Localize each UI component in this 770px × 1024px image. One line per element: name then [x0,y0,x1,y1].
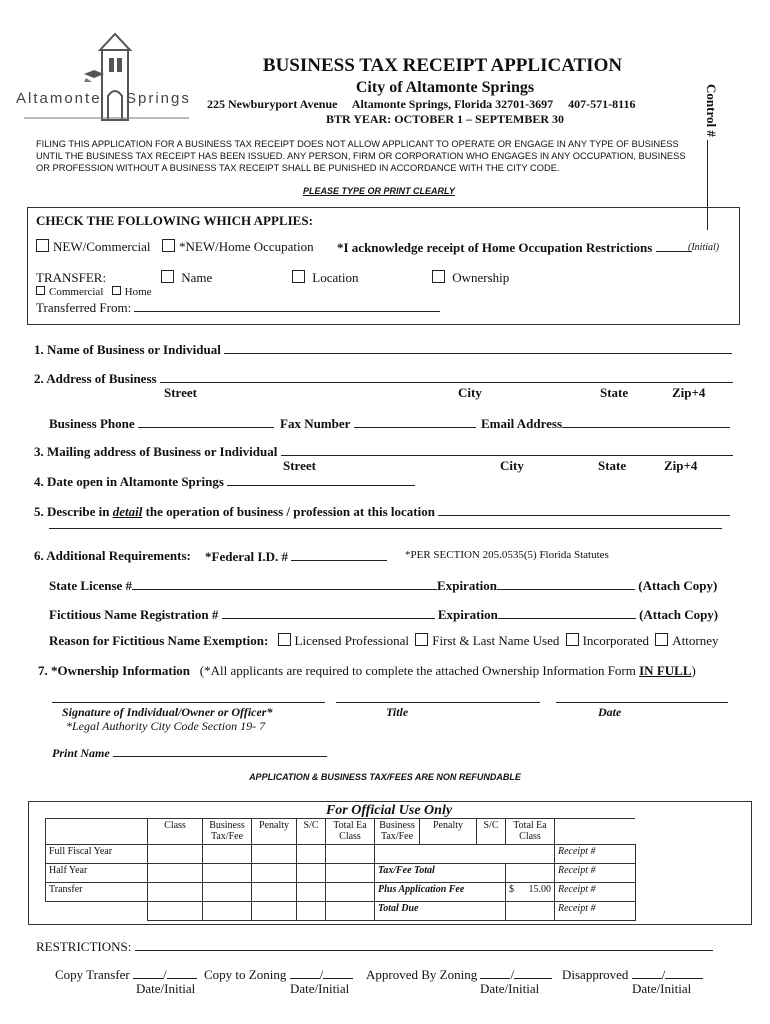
business-address-field[interactable] [160,370,733,383]
nonrefundable-note: APPLICATION & BUSINESS TAX/FEES ARE NON REFUNDABLE [249,772,521,782]
logo-text-right: Springs [126,90,191,107]
application-fee-value: $ 15.00 [506,883,555,902]
signature-line[interactable] [52,702,325,703]
business-phone-field[interactable] [138,415,274,428]
tax-total-label: Tax/Fee Total [375,864,506,883]
date-label: Date [598,705,622,719]
fax-row: Fax Number [280,415,476,432]
new-commercial-checkbox[interactable] [36,239,49,252]
transfer-type-options [36,286,152,298]
describe-line-2[interactable] [49,516,722,529]
applies-heading: CHECK THE FOLLOWING WHICH APPLIES: [36,213,313,228]
copy-zoning-row: Copy to Zoning / [204,966,353,983]
control-number-label: Control # [703,84,720,204]
receipt-label: Receipt # [555,864,636,883]
date-line[interactable] [556,702,728,703]
transfer-ownership-checkbox[interactable] [432,270,445,283]
application-fee-label: Plus Application Fee [375,883,506,902]
q3-row: 3. Mailing address of Business or Individual [34,443,733,460]
table-row [46,902,636,921]
licensed-professional-option[interactable]: Licensed Professional [278,633,409,648]
attorney-option[interactable]: Attorney [655,633,718,648]
total-due-label: Total Due [375,902,506,921]
state-license-row: State License # Expiration (Attach Copy) [49,578,718,593]
receipt-label: Receipt # [555,902,636,921]
table-row [46,845,636,864]
title-line[interactable] [336,702,540,703]
q5-row: 5. Describe in detail the operation of business / profession at this location [34,503,730,520]
new-commercial-option[interactable]: NEW/Commercial [36,239,150,255]
filing-notice: FILING THIS APPLICATION FOR A BUSINESS TAX RECEIPT DOES NOT ALLOW APPLICANT TO OPERATE OR ENGAGE IN ANY TYPE OF BUSINESS UNTIL THE BUSINESS TAX RECEIPT HAS BEEN ISSUED. ANY PERSON, FIRM OR CORPORATION WHO ENGAGES IN ANY OCCUPATION, BUSINESS OR PROFESSION WITHOUT A BUSINESS TAX RECEIPT SHALL BE PUNISHED IN ACCORDANCE WITH THE CITY CODE. [36,139,686,173]
print-name-row: Print Name [52,744,327,761]
official-use-table [45,818,636,921]
btr-year: BTR YEAR: OCTOBER 1 – SEPTEMBER 30 [325,112,565,126]
col-business: Business Tax/Fee [203,819,252,845]
incorporated-checkbox[interactable] [566,633,579,646]
fictitious-expiration-field[interactable] [498,606,636,619]
state-label: State [600,385,629,400]
street-label: Street [164,385,197,400]
date-initial-3: Date/Initial [480,981,540,996]
logo-text-left: Altamonte [16,90,102,107]
licensed-professional-checkbox[interactable] [278,633,291,646]
email-row: Email Address [481,415,730,432]
q4-row: 4. Date open in Altamonte Springs [34,473,415,490]
col-penalty-2: Penalty [420,819,477,845]
transfer-location-option[interactable]: Location [292,270,358,286]
col-sc: S/C [297,819,326,845]
mail-street-label: Street [283,458,316,473]
federal-id-row: *Federal I.D. # [205,548,387,565]
form-title: BUSINESS TAX RECEIPT APPLICATION [262,55,623,76]
tower-icon [14,30,189,130]
exemption-row: Reason for Fictitious Name Exemption: Licensed Professional First & Last Name Used Incorporated Attorney [49,633,719,648]
q7-row: 7. *Ownership Information (*All applicants are required to complete the attached Ownership Information Form IN FULL) [38,663,696,678]
title-label: Title [386,705,409,719]
date-open-field[interactable] [227,473,415,486]
business-name-field[interactable] [224,341,732,354]
incorporated-option[interactable]: Incorporated [566,633,649,648]
initial-label: (Initial) [688,242,720,253]
mail-zip-label: Zip+4 [664,458,698,473]
col-total: Total Ea Class [326,819,375,845]
row-label-header [46,819,148,845]
email-field[interactable] [562,415,730,428]
row-half-year: Half Year [46,864,148,883]
transferred-from-field[interactable] [134,299,440,312]
row-full-fiscal: Full Fiscal Year [46,845,148,864]
col-penalty: Penalty [252,819,297,845]
print-name-field[interactable] [113,744,327,757]
legal-authority-note: *Legal Authority City Code Section 19- 7 [66,719,266,733]
mailing-address-field[interactable] [281,443,733,456]
business-phone-row: Business Phone [49,415,274,432]
date-initial-1: Date/Initial [136,981,196,996]
zip-label: Zip+4 [672,385,706,400]
city-name: City of Altamonte Springs [355,79,535,96]
per-section-note: *PER SECTION 205.0535(5) Florida Statutes [405,549,609,561]
first-last-checkbox[interactable] [415,633,428,646]
transferred-from-row: Transferred From: [36,299,440,316]
transfer-ownership-option[interactable]: Ownership [432,270,509,286]
attorney-checkbox[interactable] [655,633,668,646]
date-initial-4: Date/Initial [632,981,692,996]
home-option[interactable]: Home [112,286,152,298]
fictitious-row: Fictitious Name Registration # Expiration (Attach Copy) [49,607,719,622]
state-license-expiration-field[interactable] [497,577,635,590]
official-use-table-wrap [45,818,636,921]
restrictions-row: RESTRICTIONS: [36,938,713,955]
table-row [46,864,636,883]
receipt-header [555,819,636,845]
applies-box [27,207,740,325]
print-clearly-note: PLEASE TYPE OR PRINT CLEARLY [303,186,455,196]
federal-id-field[interactable] [291,548,387,561]
table-row [46,883,636,902]
official-use-heading: For Official Use Only [325,803,453,818]
q1-row: 1. Name of Business or Individual [34,341,732,358]
transfer-location-checkbox[interactable] [292,270,305,283]
transfer-name-checkbox[interactable] [161,270,174,283]
col-business-2: Business Tax/Fee [375,819,420,845]
restrictions-field[interactable] [135,938,713,951]
col-total-2: Total Ea Class [506,819,555,845]
receipt-label: Receipt # [555,883,636,902]
initial-field[interactable] [656,239,692,252]
city-logo [14,30,189,130]
city-address: 225 Newburyport Avenue Altamonte Springs, Florida 32701-3697 407-571-8116 [207,97,636,111]
fictitious-field[interactable] [222,606,435,619]
receipt-label: Receipt # [555,845,636,864]
fax-field[interactable] [354,415,476,428]
transfer-name-option[interactable]: Name [161,270,212,286]
copy-transfer-row: Copy Transfer / [55,966,197,983]
city-label: City [458,385,482,400]
new-home-option[interactable]: *NEW/Home Occupation [162,239,314,255]
col-class: Class [148,819,203,845]
disapproved-row: Disapproved / [562,966,703,983]
home-checkbox[interactable] [112,286,121,295]
signature-label: Signature of Individual/Owner or Officer* [62,705,273,719]
commercial-checkbox[interactable] [36,286,45,295]
state-license-field[interactable] [132,577,437,590]
describe-field[interactable] [438,503,730,516]
mail-state-label: State [598,458,627,473]
acknowledge-text: *I acknowledge receipt of Home Occupation Restrictions [337,239,692,256]
first-last-option[interactable]: First & Last Name Used [415,633,559,648]
transfer-label: TRANSFER: [36,270,107,285]
mail-city-label: City [500,458,524,473]
date-initial-2: Date/Initial [290,981,350,996]
approved-zoning-row: Approved By Zoning / [366,966,552,983]
q2-row: 2. Address of Business [34,370,733,387]
row-transfer: Transfer [46,883,148,902]
commercial-option[interactable]: Commercial [36,286,103,298]
new-home-checkbox[interactable] [162,239,175,252]
col-sc-2: S/C [477,819,506,845]
q6-row: 6. Additional Requirements: [34,548,191,563]
